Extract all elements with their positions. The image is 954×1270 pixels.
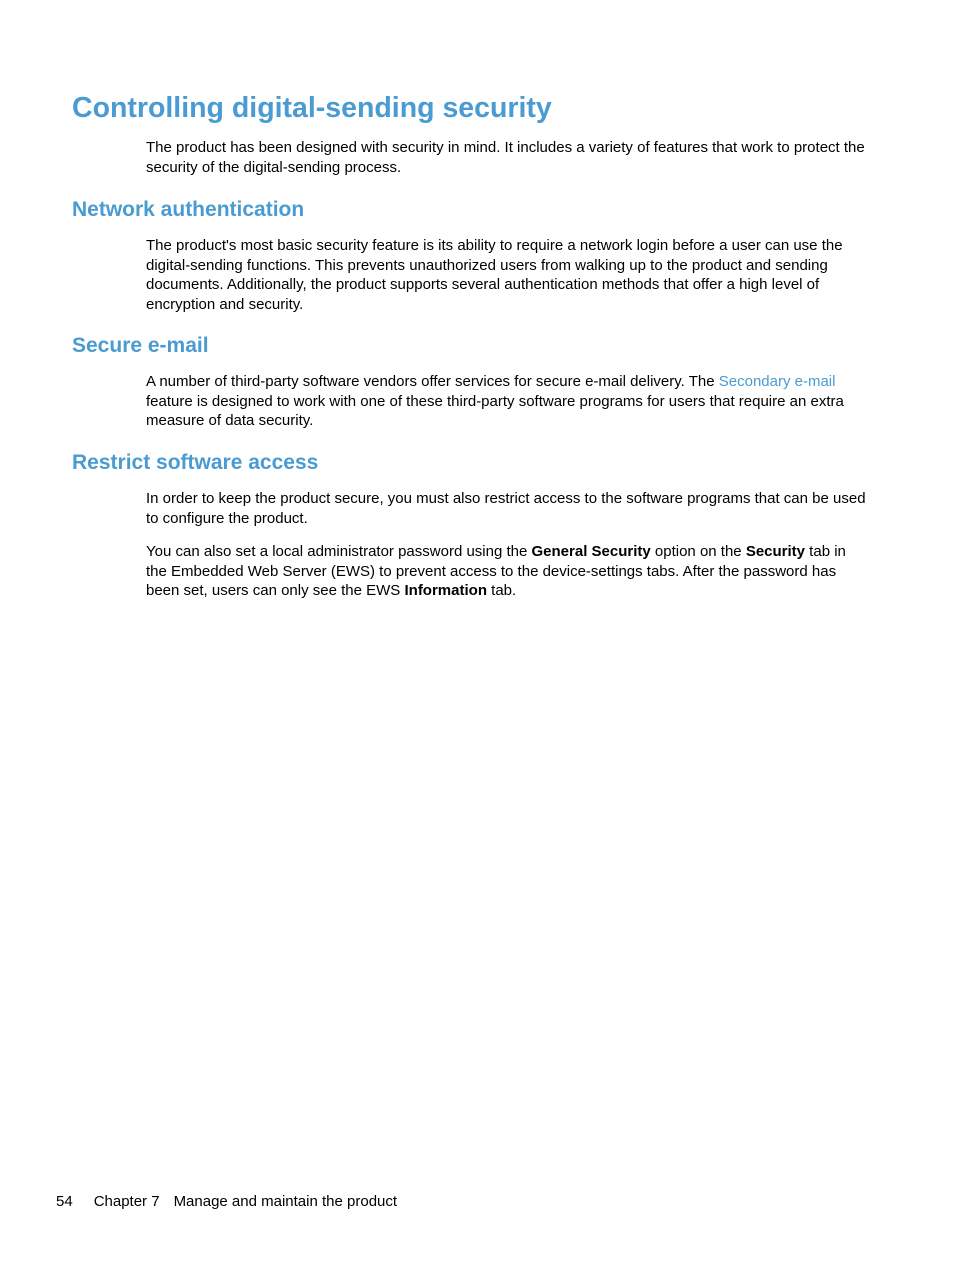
page-footer (56, 1192, 397, 1211)
text-segment: You can also set a local administrator password using the (146, 543, 532, 560)
bold-general-security: General Security (531, 543, 651, 560)
restrict-access-paragraph-2 (146, 542, 868, 601)
page-number: 54 (56, 1193, 73, 1210)
secure-email-text-before-link: A number of third-party software vendors offer services for secure e-mail delivery. The (146, 373, 719, 390)
secondary-email-link[interactable]: Secondary e-mail (718, 373, 836, 390)
heading-secure-email: Secure e-mail (72, 334, 209, 357)
intro-paragraph: The product has been designed with security in mind. It includes a variety of features that work to protect the security of the digital-sending process. (146, 139, 865, 176)
chapter-label: Chapter 7 (93, 1193, 160, 1210)
text-segment: option on the (650, 543, 746, 560)
text-segment: tab. (486, 582, 517, 599)
heading-restrict-software-access: Restrict software access (72, 451, 319, 474)
page-title: Controlling digital-sending security (72, 92, 552, 124)
bold-information: Information (404, 582, 487, 599)
restrict-access-paragraph-1: In order to keep the product secure, you must also restrict access to the software programs that can be used to configure the product. (146, 490, 866, 527)
chapter-title: Manage and maintain the product (173, 1193, 398, 1210)
heading-network-authentication: Network authentication (72, 198, 305, 221)
secure-email-paragraph (146, 372, 868, 431)
secure-email-text-after-link: feature is designed to work with one of these third-party software programs for users that require an extra measure of data security. (146, 392, 844, 429)
network-authentication-paragraph: The product's most basic security feature is its ability to require a network login before a user can use the digital-sending functions. This prevents unauthorized users from walking up to the product and sending documents. Additionally, the product supports several authentication methods that offer a high level of encryption and security. (146, 237, 843, 313)
bold-security: Security (745, 543, 806, 560)
text-segment: tab in the Embedded Web Server (EWS) to prevent access to the device-settings tabs. After the password has been set, users can only see the EWS (146, 543, 846, 599)
